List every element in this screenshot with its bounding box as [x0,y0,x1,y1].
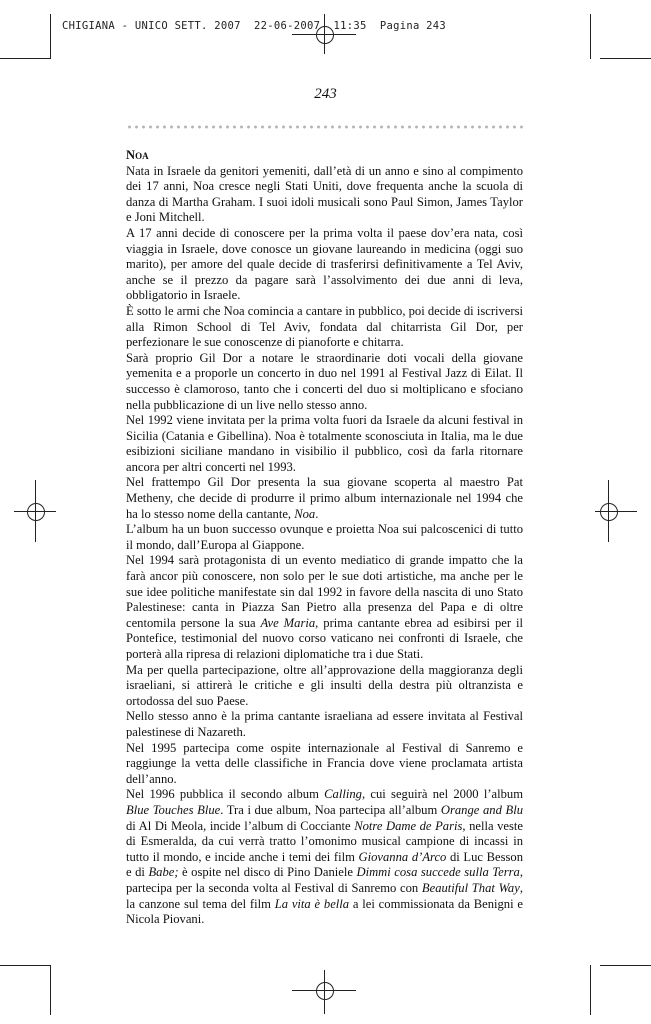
registration-line-top-v [324,14,325,54]
italic-title-text: Giovanna d’Arco [358,849,447,864]
paragraph [126,553,523,662]
registration-mark-top [316,26,334,44]
paragraph-text: Ma per quella partecipazione, oltre all’approvazione della maggioranza degli israeliani, si attirerà le critiche e gli insulti della destra più oltranzista e ortodossa del suo Paese. [126,662,523,708]
registration-line-left-v [35,480,36,542]
crop-mark-top-left-v [50,14,51,59]
registration-line-right-v [608,480,609,542]
paragraph-text: . [315,506,319,521]
paragraph-text: Nello stesso anno è la prima cantante israeliana ad essere invitata al Festival palestinese di Nazareth. [126,709,523,739]
paragraph-text: Nel 1994 sarà protagonista di un evento mediatico di grande impatto che la farà ancor più conoscere, non solo per le sue doti artistiche, ma anche per le sue idee politiche manifestate sin dal 1992 in favore della nascita di uno Stato Palestinese: canta in Piazza San Pietro alla presenza del Papa e di oltre centomila persone la sua [126,553,523,630]
italic-title-text: Notre Dame de Paris [354,818,463,833]
paragraph [126,226,523,304]
paragraph-text: di Luc Besson e di [126,849,523,880]
italic-title-text: Orange and Blu [440,802,523,817]
paragraph [126,787,523,927]
italic-title-text: Babe; [148,865,179,880]
article [126,148,523,928]
paragraph [126,663,523,710]
paragraph [126,351,523,413]
paragraph-text: A 17 anni decide di conoscere per la prima volta il paese dov’era nata, così viaggia in Israele, dove conosce un giovane laureando in medicina (oggi suo marito), per amore del quale decide di trasferirsi definitivamente a Tel Aviv, anche se il prezzo da pagare sarà l’assolvimento dei due anni di leva, obbligatorio in Israele. [126,225,523,303]
paragraph-text: Nel frattempo Gil Dor presenta la sua giovane scoperta al maestro Pat Metheny, che decide di produrre il primo album internazionale nel 1994 che ha lo stesso nome della cantante, [126,475,523,521]
paragraph-text: Nata in Israele da genitori yemeniti, dall’età di un anno e sino al compimento dei 17 anni, Noa cresce negli Stati Uniti, dove frequenta anche la scuola di danza di Martha Graham. I suoi idoli musicali sono Paul Simon, James Taylor e Joni Mitchell. [126,163,523,225]
paragraph-text: Sarà proprio Gil Dor a notare le straordinarie doti vocali della giovane yemenita e a proporle un concerto in duo nel 1991 al Festival Jazz di Eilat. Il successo è clamoroso, tanto che i concerti del duo si moltiplicano e sfociano nella pubblicazione di un live nello stesso anno. [126,350,523,412]
paragraph-text: , la canzone sul tema del film [126,880,523,911]
crop-mark-bottom-left-h [0,965,50,966]
paragraph [126,304,523,351]
page-number: 243 [314,86,337,102]
crop-mark-bottom-right-h [600,965,651,966]
paragraph-text: di Al Di Meola, incide l’album di Cocciante [126,818,355,833]
paragraph-text: , nella veste di Esmeralda, da cui verrà tratto l’omonimo musical campione di incassi in tutto il mondo, e incide anche i temi dei film [126,818,524,864]
italic-title-text: Beautiful That Way [421,880,520,895]
paragraph-text: L’album ha un buon successo ovunque e proietta Noa sui palcoscenici di tutto il mondo, dall’Europa al Giappone. [126,522,523,552]
paragraph [126,413,523,475]
paragraph-text: Nel 1995 partecipa come ospite internazionale al Festival di Sanremo e raggiunge la vetta delle classifiche in Francia dove viene proclamata artista dell’anno. [126,740,523,786]
paragraph-text: Nel 1992 viene invitata per la prima volta fuori da Israele da alcuni festival in Sicilia (Catania e Gibellina). Noa è totalmente sconosciuta in Italia, ma le due esibizioni siciliane mandano in visibilio il pubblico, così da farla ritornare ancora per altri concerti nel 1993. [126,413,523,474]
paragraph-text: a lei commissionata da Benigni e Nicola Piovani. [126,896,523,927]
italic-title-text: Noa [294,506,316,521]
crop-mark-bottom-right-v [590,965,591,1015]
print-header: CHIGIANA - UNICO SETT. 2007 22-06-2007 11:35 Pagina 243 [62,20,447,32]
article-title: Noa [126,148,149,162]
registration-mark-bottom [316,982,334,1000]
paragraph [126,709,523,740]
paragraph [126,164,523,226]
registration-line-bottom-v [324,970,325,1014]
crop-mark-top-right-v [590,14,591,59]
paragraph [126,741,523,788]
paragraph-text: È sotto le armi che Noa comincia a cantare in pubblico, poi decide di iscriversi alla Rimon School di Tel Aviv, fondata dal chitarrista Gil Dor, per perfezionare le sue conoscenze di pianoforte e chitarra. [126,303,523,350]
dotted-divider [126,124,526,130]
registration-mark-left [27,503,45,521]
paragraph-text: . Tra i due album, Noa partecipa all’album [220,802,441,817]
paragraph [126,475,523,522]
paragraph-text: è ospite nel disco di Pino Daniele [178,865,357,880]
article-body [126,164,523,928]
registration-mark-right [600,503,618,521]
italic-title-text: La vita è bella [274,896,350,911]
crop-mark-top-right-h [600,58,651,59]
crop-mark-bottom-left-v [50,965,51,1015]
paragraph [126,522,523,553]
paragraph-text: , partecipa per la seconda volta al Festival di Sanremo con [126,865,523,895]
italic-title-text: Dimmi cosa succede sulla Terra [356,865,520,880]
paragraph-text: , prima cantante ebrea ad esibirsi per il Pontefice, testimonial del nuovo corso vaticano nei confronti di Israele, che porterà alla ripresa di relazioni diplomatiche tra i due Stati. [126,615,523,661]
italic-title-text: Calling [324,787,362,802]
paragraph-text: Nel 1996 pubblica il secondo album [126,787,325,802]
crop-mark-top-left-h [0,58,50,59]
italic-title-text: Ave Maria [260,615,316,630]
italic-title-text: Blue Touches Blue [126,802,221,817]
registration-line-right-h [595,511,637,512]
paragraph-text: , cui seguirà nel 2000 l’album [361,787,523,802]
